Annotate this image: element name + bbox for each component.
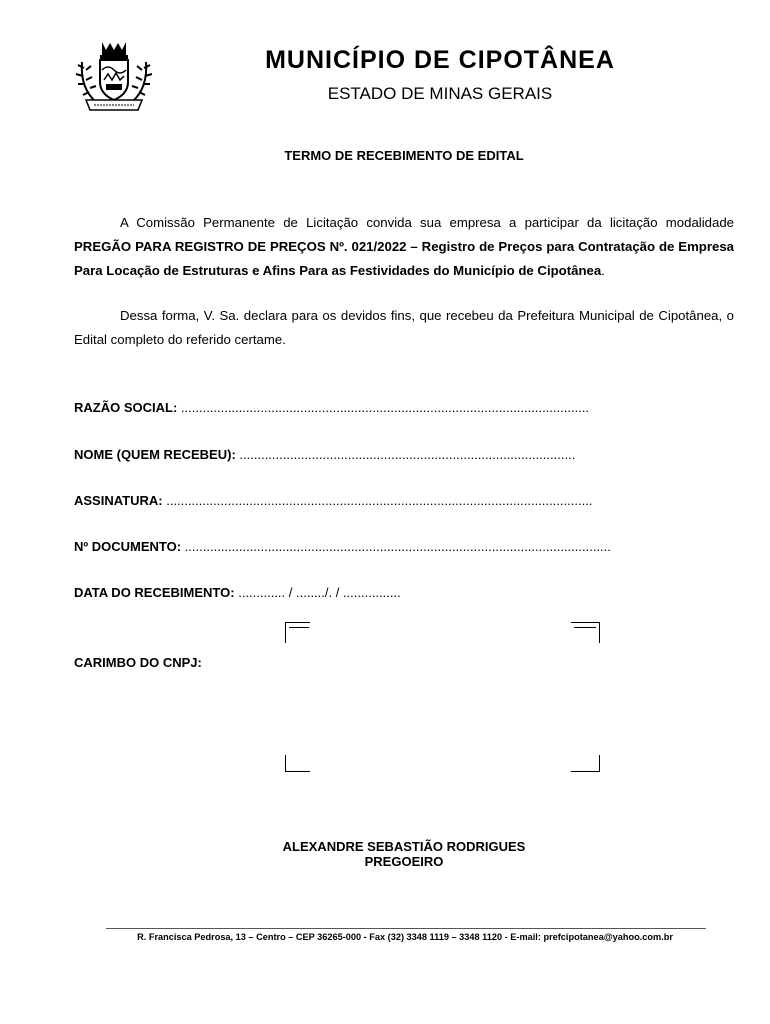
footer-address: R. Francisca Pedrosa, 13 – Centro – CEP 36265-000 - Fax (32) 3348 1119 – 3348 1120 - E-mail: prefcipotanea@yahoo.com.br (137, 932, 673, 942)
nome-label: NOME (QUEM RECEBEU): (74, 447, 236, 462)
data-recebimento-field[interactable] (74, 585, 401, 600)
signer-name: ALEXANDRE SEBASTIÃO RODRIGUES (282, 839, 526, 854)
carimbo-label: CARIMBO DO CNPJ: (74, 655, 202, 670)
declaration-text: Dessa forma, V. Sa. declara para os devidos fins, que recebeu da Prefeitura Municipal de Cipotânea, o Edital completo do referido certame. (74, 308, 734, 347)
footer-divider (106, 928, 706, 929)
stamp-corner-bottom-left (285, 755, 310, 772)
assinatura-label: ASSINATURA: (74, 493, 163, 508)
tender-description: PREGÃO PARA REGISTRO DE PREÇOS Nº. 021/2022 – Registro de Preços para Contratação de Empresa Para Locação de Estruturas e Afins Para as Festividades do Município de Cipotânea (74, 239, 734, 278)
stamp-corner-top-left (285, 622, 310, 643)
assinatura-blank: ...................................................................................................................... (166, 493, 593, 508)
signature-block (150, 839, 658, 869)
razao-social-blank: ................................................................................................................. (180, 400, 590, 415)
declaration-paragraph (74, 304, 734, 352)
stamp-corner-top-right (571, 622, 600, 643)
cnpj-stamp-area[interactable] (285, 622, 600, 772)
nome-blank: ............................................................................................. (239, 447, 576, 462)
assinatura-field[interactable] (74, 493, 592, 508)
invitation-end: . (601, 263, 605, 278)
coat-of-arms-icon (72, 40, 156, 114)
razao-social-field[interactable] (74, 400, 589, 415)
carimbo-field (74, 655, 202, 670)
signer-role: PREGOEIRO (364, 854, 444, 869)
invitation-intro: A Comissão Permanente de Licitação convida sua empresa a participar da licitação modalidade (120, 215, 734, 230)
state-subtitle: ESTADO DE MINAS GERAIS (327, 84, 553, 103)
data-recebimento-label: DATA DO RECEBIMENTO: (74, 585, 235, 600)
razao-social-label: RAZÃO SOCIAL: (74, 400, 178, 415)
stamp-corner-bottom-right (571, 755, 600, 772)
documento-blank: ...................................................................................................................... (184, 539, 611, 554)
data-recebimento-blank: ............. / ......../. / ................ (238, 585, 401, 600)
document-heading: TERMO DE RECEBIMENTO DE EDITAL (284, 148, 524, 163)
documento-field[interactable] (74, 539, 611, 554)
invitation-paragraph (74, 211, 734, 283)
municipality-title: MUNICÍPIO DE CIPOTÂNEA (265, 46, 615, 74)
nome-field[interactable] (74, 447, 575, 462)
documento-label: Nº DOCUMENTO: (74, 539, 182, 554)
